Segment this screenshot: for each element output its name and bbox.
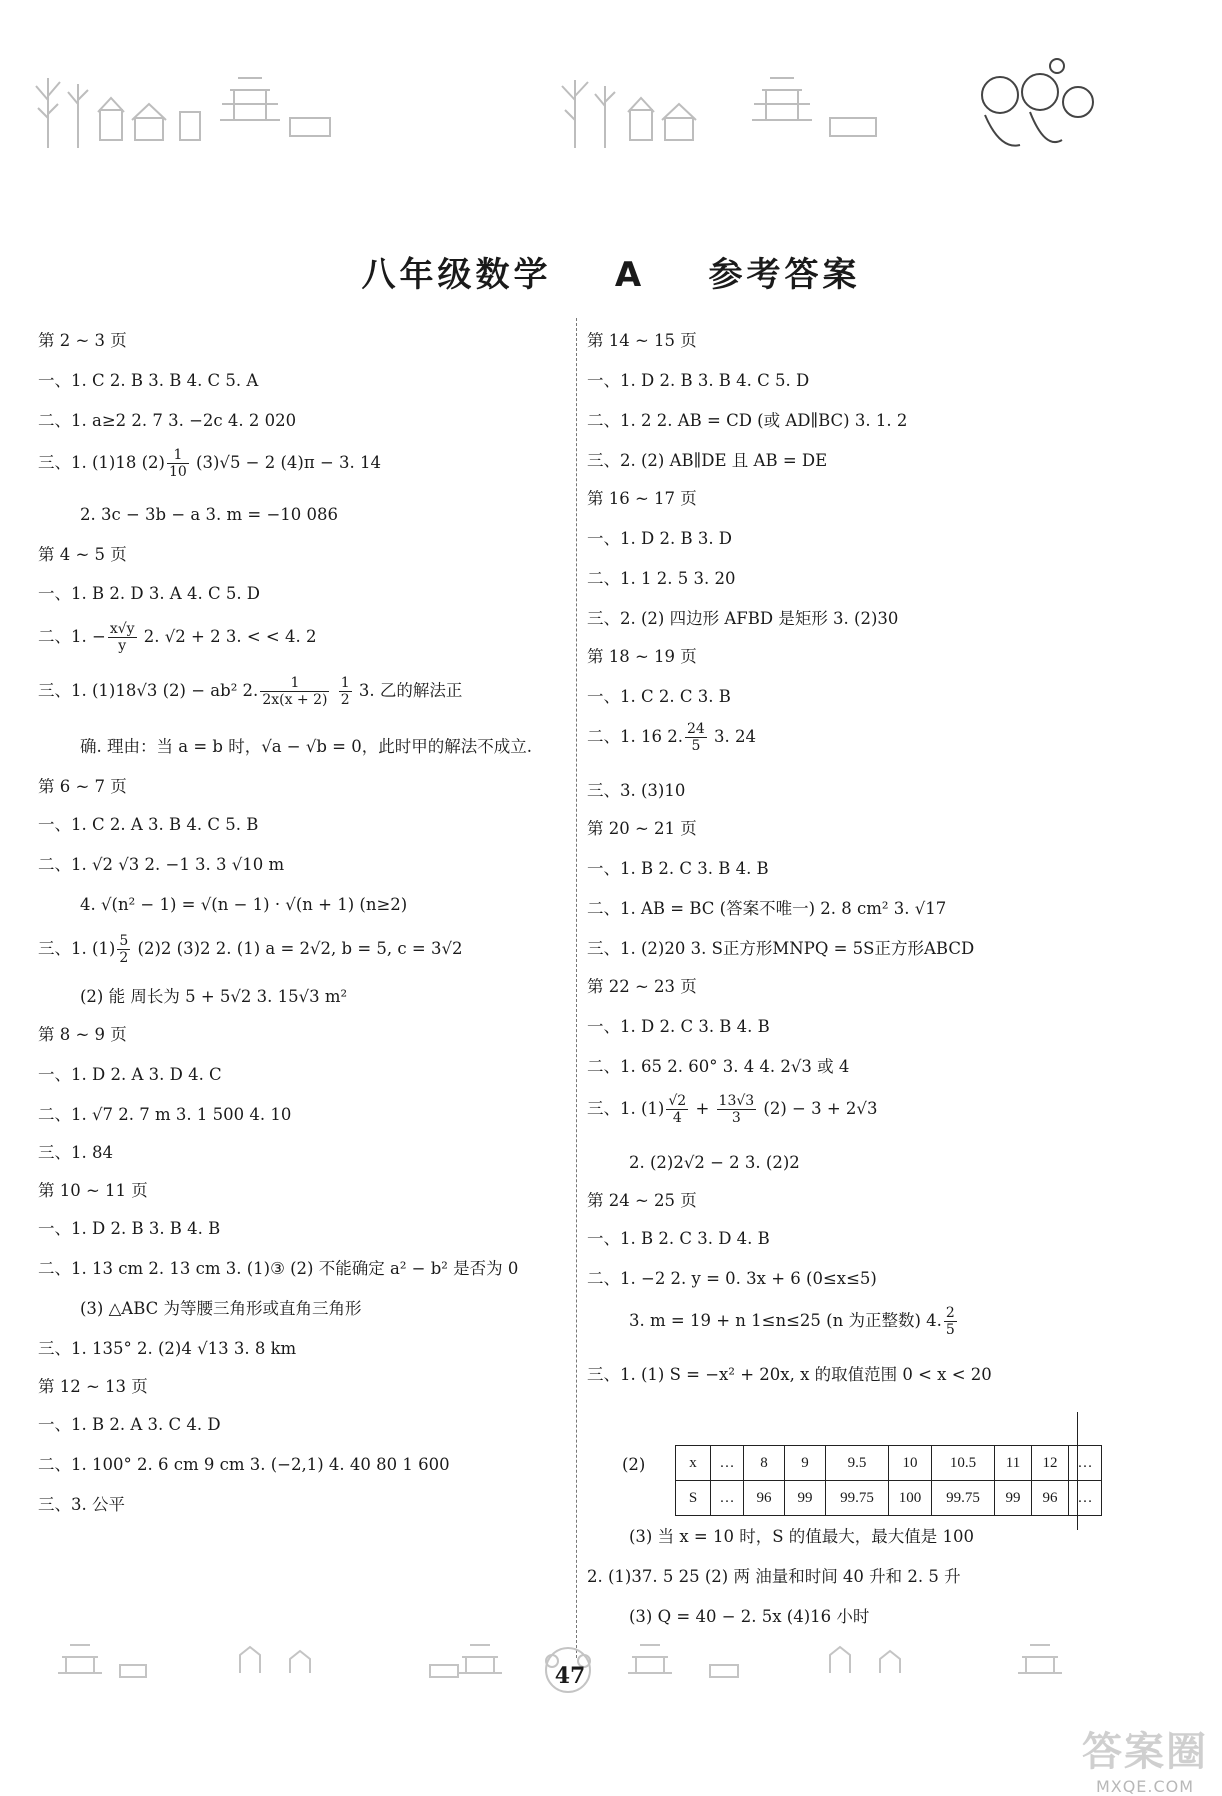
watermark-url: MXQE.COM bbox=[1095, 1777, 1195, 1796]
answer-line: 三、1. 84 bbox=[38, 1143, 113, 1162]
answer-line: 4. √(n² − 1) = √(n − 1) · √(n + 1) (n≥2) bbox=[80, 895, 408, 914]
section-heading: 第 2 ~ 3 页 bbox=[38, 331, 127, 350]
answer-line: 2. (2)2√2 − 2 3. (2)2 bbox=[629, 1153, 800, 1172]
section-heading: 第 14 ~ 15 页 bbox=[587, 331, 697, 350]
answer-line bbox=[38, 447, 381, 480]
answer-text: 三、1. (1)18√3 (2) − ab² 2. bbox=[38, 681, 259, 700]
answer-line: 二、1. √7 2. 7 m 3. 1 500 4. 10 bbox=[38, 1105, 292, 1124]
answer-line: 二、1. a≥2 2. 7 3. −2c 4. 2 020 bbox=[38, 411, 297, 430]
table-cell: 12 bbox=[1032, 1446, 1069, 1481]
table-row bbox=[676, 1481, 1102, 1516]
answer-line: 三、1. 135° 2. (2)4 √13 3. 8 km bbox=[38, 1339, 297, 1358]
answer-line: 一、1. D 2. B 3. B 4. C 5. D bbox=[587, 371, 810, 390]
table-cell: 100 bbox=[889, 1481, 932, 1516]
answer-line: 一、1. D 2. B 3. D bbox=[587, 529, 733, 548]
answer-text: 三、1. (1) bbox=[38, 939, 116, 958]
answer-line: 二、1. 13 cm 2. 13 cm 3. (1)③ (2) 不能确定 a² − b² 是否为 0 bbox=[38, 1259, 519, 1278]
answer-line: 三、1. (1) S = −x² + 20x, x 的取值范围 0 < x < 20 bbox=[587, 1365, 992, 1384]
fraction: $\frac{2}{5}$ bbox=[945, 1305, 955, 1338]
answer-line: (3) 当 x = 10 时，S 的值最大，最大值是 100 bbox=[629, 1527, 975, 1546]
answer-text: 二、1. − bbox=[38, 627, 106, 646]
answer-line: 一、1. C 2. A 3. B 4. C 5. B bbox=[38, 815, 259, 834]
table-cell: S bbox=[676, 1481, 711, 1516]
fraction: $\frac{13√3}{3}$ bbox=[718, 1093, 755, 1126]
table-cell: 99.75 bbox=[826, 1481, 889, 1516]
tree-icon bbox=[36, 78, 88, 148]
answer-line: 二、1. 2 2. AB = CD (或 AD∥BC) 3. 1. 2 bbox=[587, 411, 908, 430]
table-cell: 10.5 bbox=[932, 1446, 995, 1481]
fraction: $\frac{1}{2}$ bbox=[340, 675, 350, 708]
watermark-logo bbox=[1082, 1720, 1208, 1796]
answer-text: 3. 乙的解法正 bbox=[353, 681, 463, 700]
table-cell: … bbox=[711, 1481, 744, 1516]
answer-table bbox=[675, 1445, 1102, 1516]
answer-text: (2) − 3 + 2√3 bbox=[758, 1099, 878, 1118]
answer-line: 二、1. 65 2. 60° 3. 4 4. 2√3 或 4 bbox=[587, 1057, 850, 1076]
answer-line: 一、1. B 2. A 3. C 4. D bbox=[38, 1415, 221, 1434]
table-cell: 99 bbox=[785, 1481, 826, 1516]
table-cell: 9 bbox=[785, 1446, 826, 1481]
answer-line bbox=[38, 675, 462, 708]
cartoon-children-icon bbox=[982, 59, 1093, 146]
answer-line: 二、1. −2 2. y = 0. 3x + 6 (0≤x≤5) bbox=[587, 1269, 877, 1288]
watermark-name: 答案圈 bbox=[1082, 1729, 1208, 1775]
answer-line: 一、1. D 2. A 3. D 4. C bbox=[38, 1065, 222, 1084]
table-cell: … bbox=[1069, 1446, 1102, 1481]
table-cell: 11 bbox=[995, 1446, 1032, 1481]
fraction: $\frac{√2}{4}$ bbox=[668, 1093, 687, 1126]
page-number: 47 bbox=[554, 1663, 586, 1689]
section-heading: 第 6 ~ 7 页 bbox=[38, 777, 127, 796]
fraction: $\frac{1}{2x(x + 2)}$ bbox=[262, 675, 328, 708]
section-heading: 第 4 ~ 5 页 bbox=[38, 545, 127, 564]
answer-line: 二、1. 1 2. 5 3. 20 bbox=[587, 569, 736, 588]
fraction: $\frac{x√y}{y}$ bbox=[109, 621, 135, 654]
answer-line: 2. 3c − 3b − a 3. m = −10 086 bbox=[80, 505, 339, 524]
answer-text: 3. 24 bbox=[708, 727, 757, 746]
table-label: (2) bbox=[622, 1455, 646, 1474]
pagoda-icon bbox=[628, 1645, 738, 1677]
answer-line: 三、3. (3)10 bbox=[587, 781, 686, 800]
answer-text: 2. √2 + 2 3. < < 4. 2 bbox=[138, 627, 317, 646]
section-heading: 第 20 ~ 21 页 bbox=[587, 819, 697, 838]
answer-text: (2)2 (3)2 2. (1) a = 2√2, b = 5, c = 3√2 bbox=[132, 939, 463, 958]
section-heading: 第 22 ~ 23 页 bbox=[587, 977, 697, 996]
answer-text: 3. m = 19 + n 1≤n≤25 (n 为正整数) 4. bbox=[629, 1311, 942, 1330]
table-cell: 9.5 bbox=[826, 1446, 889, 1481]
answer-line: 一、1. B 2. C 3. B 4. B bbox=[587, 859, 769, 878]
fraction: $\frac{24}{5}$ bbox=[686, 721, 705, 754]
answer-line: 三、2. (2) AB∥DE 且 AB = DE bbox=[587, 451, 828, 470]
section-heading: 第 10 ~ 11 页 bbox=[38, 1181, 148, 1200]
answer-line: (3) Q = 40 − 2. 5x (4)16 小时 bbox=[629, 1607, 870, 1626]
answer-line bbox=[38, 621, 316, 654]
answer-text: 三、1. (1) bbox=[587, 1099, 665, 1118]
answer-text: 三、1. (1)18 (2) bbox=[38, 453, 165, 472]
table-cell: … bbox=[711, 1446, 744, 1481]
answer-line: 一、1. B 2. C 3. D 4. B bbox=[587, 1229, 770, 1248]
answer-line: 一、1. C 2. B 3. B 4. C 5. A bbox=[38, 371, 259, 390]
page-title: 八年级数学 A 参考答案 bbox=[361, 255, 861, 295]
table-cell: 96 bbox=[1032, 1481, 1069, 1516]
answer-line: 一、1. D 2. C 3. B 4. B bbox=[587, 1017, 770, 1036]
table-cell: 99.75 bbox=[932, 1481, 995, 1516]
table-cell: … bbox=[1069, 1481, 1102, 1516]
answer-line bbox=[629, 1305, 959, 1338]
section-heading: 第 8 ~ 9 页 bbox=[38, 1025, 127, 1044]
pagoda-icon bbox=[430, 1645, 502, 1677]
answer-line: 确. 理由：当 a = b 时，√a − √b = 0，此时甲的解法不成立. bbox=[80, 737, 532, 756]
section-heading: 第 18 ~ 19 页 bbox=[587, 647, 697, 666]
answer-line: 二、1. 100° 2. 6 cm 9 cm 3. (−2,1) 4. 40 80 1 600 bbox=[38, 1455, 450, 1474]
answer-line: (3) △ABC 为等腰三角形或直角三角形 bbox=[80, 1299, 362, 1318]
answer-line: 一、1. D 2. B 3. B 4. B bbox=[38, 1219, 221, 1238]
answer-line: 一、1. B 2. D 3. A 4. C 5. D bbox=[38, 584, 261, 603]
table-row bbox=[676, 1446, 1102, 1481]
section-heading: 第 16 ~ 17 页 bbox=[587, 489, 697, 508]
answer-line: 三、3. 公平 bbox=[38, 1495, 125, 1514]
table-cell: x bbox=[676, 1446, 711, 1481]
answer-line: 一、1. C 2. C 3. B bbox=[587, 687, 731, 706]
table-cell: 10 bbox=[889, 1446, 932, 1481]
answer-text: 二、1. 16 2. bbox=[587, 727, 683, 746]
pagoda-icon bbox=[58, 1645, 146, 1677]
village-houses-icon bbox=[628, 98, 696, 140]
answer-text: (3)√5 − 2 (4)π − 3. 14 bbox=[190, 453, 382, 472]
answer-line bbox=[587, 721, 756, 754]
table-cell: 8 bbox=[744, 1446, 785, 1481]
pagoda-icon bbox=[1018, 1645, 1062, 1673]
pagoda-icon bbox=[752, 78, 876, 136]
table-cell: 99 bbox=[995, 1481, 1032, 1516]
footer-decorative-banner bbox=[0, 1625, 1222, 1792]
answer-line bbox=[38, 933, 462, 966]
fraction: $\frac{1}{10}$ bbox=[168, 447, 187, 480]
answer-line: 三、2. (2) 四边形 AFBD 是矩形 3. (2)30 bbox=[587, 609, 899, 628]
tree-icon bbox=[562, 80, 615, 148]
answer-line: 二、1. AB = BC (答案不唯一) 2. 8 cm² 3. √17 bbox=[587, 899, 947, 918]
village-houses-icon bbox=[98, 98, 200, 140]
answer-line: 二、1. √2 √3 2. −1 3. 3 √10 m bbox=[38, 855, 285, 874]
answer-line: 三、1. (2)20 3. S正方形MNPQ = 5S正方形ABCD bbox=[587, 939, 975, 958]
column-divider bbox=[576, 318, 577, 1658]
header-decorative-banner bbox=[0, 0, 1222, 180]
section-heading: 第 12 ~ 13 页 bbox=[38, 1377, 148, 1396]
section-heading: 第 24 ~ 25 页 bbox=[587, 1191, 697, 1210]
village-houses-icon bbox=[240, 1647, 310, 1673]
answer-line: 三、1. (1) $\frac{√2}{4}$ + $\frac{13√3}{3}$ (2) − 3 + 2√3 bbox=[587, 1093, 878, 1126]
village-houses-icon bbox=[830, 1647, 900, 1673]
fraction: $\frac{5}{2}$ bbox=[119, 933, 129, 966]
answer-line: (2) 能 周长为 5 + 5√2 3. 15√3 m² bbox=[80, 987, 348, 1006]
answer-line: 2. (1)37. 5 25 (2) 两 油量和时间 40 升和 2. 5 升 bbox=[587, 1567, 961, 1586]
pagoda-icon bbox=[220, 78, 330, 136]
table-cell: 96 bbox=[744, 1481, 785, 1516]
